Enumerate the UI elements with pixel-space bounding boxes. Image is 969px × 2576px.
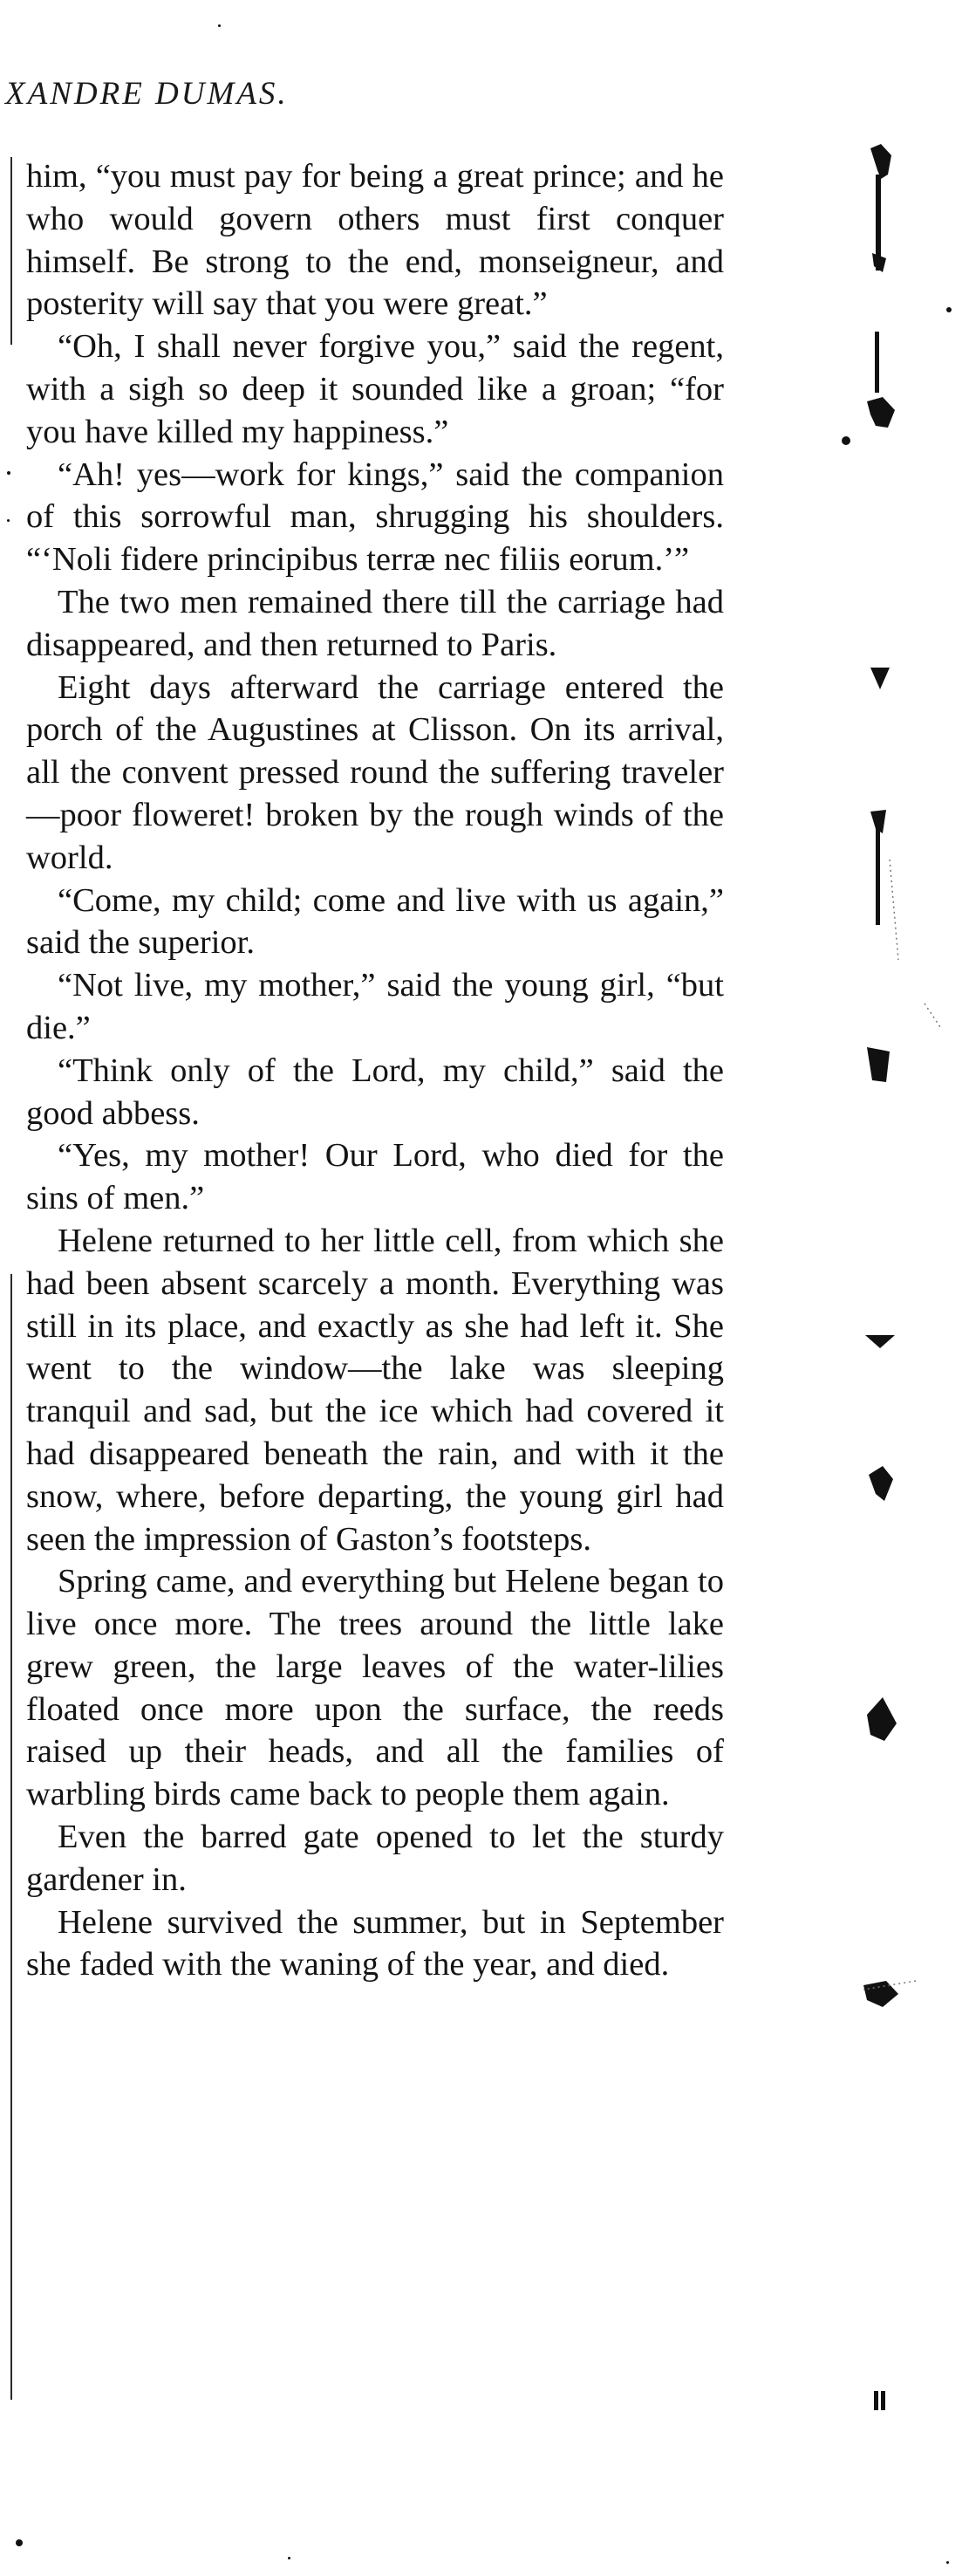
ink-speck: [7, 519, 10, 522]
ink-speck: [946, 2561, 949, 2564]
binding-mark: [874, 2391, 878, 2410]
paragraph: Spring came, and everything but Helene began to live once more. The trees around the little lake grew green, the large leaves of the water-lilies floated once more upon the surface, the reeds raised up their heads, and all the families of warbling birds came back to people them again.: [26, 1563, 724, 1813]
binding-mark: [867, 397, 895, 428]
binding-mark: [881, 2391, 885, 2410]
paragraph: him, “you must pay for being a great prince; and he who would govern others must first conquer himself. Be strong to the end, monseigneur, and posterity will say that you were great.”: [26, 158, 724, 323]
paragraph: Even the barred gate opened to let the sturdy gardener in.: [26, 1819, 724, 1898]
binding-trace: [863, 1981, 916, 1990]
binding-mark: [870, 144, 891, 179]
binding-mark: [865, 1335, 895, 1348]
paragraph: “Come, my child; come and live with us again,” said the superior.: [26, 881, 724, 962]
binding-mark: [870, 668, 890, 689]
body-text: [26, 155, 724, 1986]
binding-mark: [876, 175, 881, 271]
binding-mark: [863, 1981, 898, 2007]
ink-speck: [16, 2539, 23, 2546]
binding-mark: [842, 436, 850, 445]
binding-mark: [870, 810, 886, 833]
binding-mark: [867, 1047, 890, 1082]
binding-trace: [925, 1004, 942, 1030]
binding-mark: [875, 332, 879, 393]
binding-mark: [872, 253, 886, 272]
ink-speck: [288, 2557, 290, 2559]
margin-rule: [10, 1405, 12, 2400]
ink-speck: [7, 471, 10, 475]
paragraph: “Not live, my mother,” said the young girl, “but die.”: [26, 967, 724, 1046]
paragraph: “Yes, my mother! Our Lord, who died for the sins of men.”: [26, 1137, 724, 1217]
paragraph: “Oh, I shall never forgive you,” said the regent, with a sigh so deep it sounded like a groan; “for you have killed my happiness.”: [26, 328, 724, 450]
binding-mark: [867, 1697, 897, 1741]
paragraph: Eight days afterward the carriage entered the porch of the Augustines at Clisson. On its arrival, all the convent pressed round the suffering traveler—poor floweret! broken by the rough winds of the world.: [26, 668, 724, 876]
binding-mark: [946, 307, 952, 312]
margin-rule: [10, 157, 12, 345]
paragraph: Helene survived the summer, but in September she faded with the waning of the year, and died.: [26, 1903, 724, 1983]
binding-mark: [869, 1466, 893, 1501]
paragraph: The two men remained there till the carriage had disappeared, and then returned to Paris.: [26, 583, 724, 663]
running-head: XANDRE DUMAS.: [5, 76, 289, 112]
paragraph: “Ah! yes—work for kings,” said the companion of this sorrowful man, shrugging his shoulders. “‘Noli fidere principibus terræ nec filiis eorum.’”: [26, 456, 724, 579]
paragraph: Helene returned to her little cell, from which she had been absent scarcely a month. Everything was still in its place, and exactly as she had left it. She went to the window—the lake was sleeping tranquil and sad, but the ice which had covered it had disappeared beneath the rain, and with it the snow, where, before departing, the young girl had seen the impression of Gaston’s footsteps.: [26, 1222, 724, 1558]
paragraph: “Think only of the Lord, my child,” said the good abbess.: [26, 1052, 724, 1132]
binding-trace: [890, 860, 898, 960]
ink-speck: [218, 24, 221, 27]
binding-mark: [876, 829, 880, 925]
